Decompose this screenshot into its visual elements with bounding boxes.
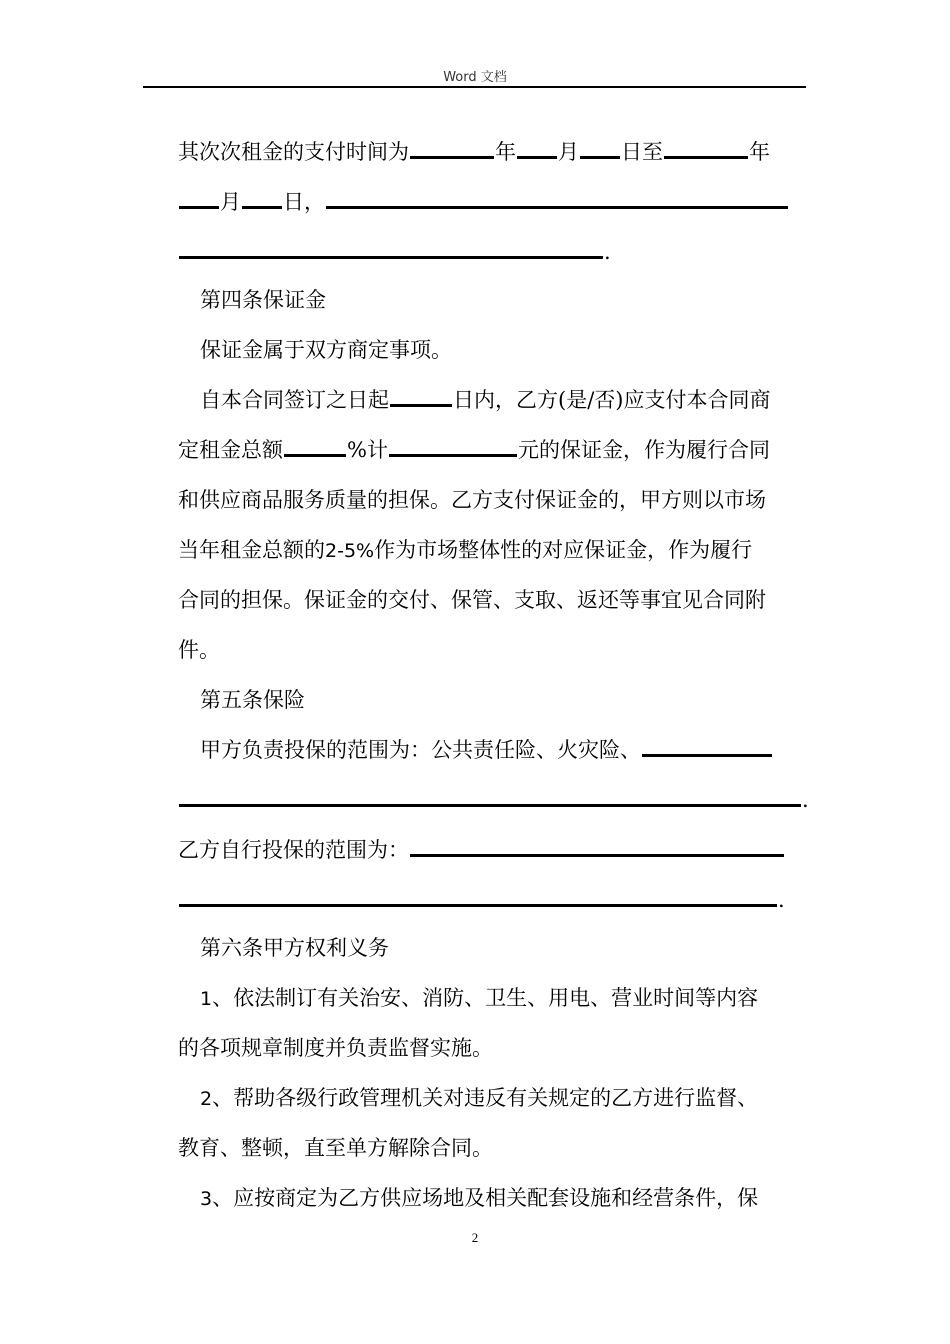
paragraph-line: 教育、整顿，直至单方解除合同。 — [178, 1136, 493, 1160]
blank-underline — [664, 156, 748, 159]
text-run: 、帮助各级行政管理机关对违反有关规定的乙方进行监督、 — [212, 1086, 759, 1110]
list-number: 3 — [200, 1188, 213, 1210]
text-run: 年 — [495, 140, 516, 164]
paragraph-line: 的各项规章制度并负责监督实施。 — [178, 1036, 493, 1060]
section-heading: 第五条保险 — [200, 688, 305, 712]
text-run: 自本合同签订之日起 — [200, 388, 389, 412]
blank-underline — [410, 156, 494, 159]
blank-underline — [284, 454, 346, 457]
text-run: 其次次租金的支付时间为 — [178, 140, 409, 164]
paragraph-line — [200, 384, 770, 416]
header-rule — [143, 86, 806, 88]
blank-underline — [179, 804, 801, 807]
text-run: 乙方自行投保的范围为： — [178, 838, 409, 862]
paragraph-line: 和供应商品服务质量的担保。乙方支付保证金的，甲方则以市场 — [178, 488, 766, 512]
blank-underline — [580, 156, 620, 159]
text-run: . — [802, 788, 809, 812]
blank-underline — [179, 256, 603, 259]
paragraph-line — [178, 136, 770, 168]
text-run: 元的保证金，作为履行合同 — [517, 438, 770, 462]
blank-underline — [517, 156, 557, 159]
blank-underline — [389, 454, 517, 457]
paragraph-line: 合同的担保。保证金的交付、保管、支取、返还等事宜见合同附 — [178, 588, 766, 612]
text-run: 作为市场整体性的对应保证金，作为履行 — [374, 538, 753, 562]
text-run: 甲方负责投保的范围为：公共责任险、火灾险、 — [200, 738, 641, 762]
page-number: 2 — [471, 1230, 479, 1245]
blank-underline — [179, 904, 777, 907]
text-run: %计 — [347, 438, 388, 462]
text-run: 2-5% — [325, 540, 375, 562]
list-item — [200, 1082, 758, 1115]
paragraph-line: 件。 — [178, 638, 220, 662]
text-run: . — [604, 240, 611, 264]
blank-underline — [410, 854, 784, 857]
paragraph-line — [178, 434, 770, 466]
paragraph-line — [178, 784, 809, 816]
page-header: Word 文档 — [443, 70, 507, 85]
text-run: 日内，乙方(是/否)应支付本合同商 — [453, 388, 771, 412]
list-item — [200, 982, 758, 1015]
paragraph-line — [178, 186, 789, 218]
text-run: 、依法制订有关治安、消防、卫生、用电、营业时间等内容 — [212, 986, 759, 1010]
paragraph-line — [178, 834, 785, 866]
blank-underline — [390, 404, 452, 407]
section-heading: 第四条保证金 — [200, 288, 326, 312]
blank-underline — [242, 206, 282, 209]
text-run: 月 — [220, 190, 241, 214]
paragraph-line: 保证金属于双方商定事项。 — [200, 338, 452, 362]
paragraph-line — [178, 236, 611, 268]
text-run: 年 — [749, 140, 770, 164]
blank-underline — [642, 754, 772, 757]
list-number: 2 — [200, 1088, 213, 1110]
text-run: 定租金总额 — [178, 438, 283, 462]
text-run: 日至 — [621, 140, 663, 164]
blank-underline — [179, 206, 219, 209]
list-item — [200, 1182, 758, 1215]
paragraph-line — [178, 884, 785, 916]
list-number: 1 — [200, 988, 213, 1010]
text-run: 月 — [558, 140, 579, 164]
text-run: 日， — [283, 190, 325, 214]
section-heading: 第六条甲方权利义务 — [200, 936, 389, 960]
paragraph-line — [178, 534, 752, 567]
text-run: 当年租金总额的 — [178, 538, 325, 562]
text-run: . — [778, 888, 785, 912]
blank-underline — [326, 206, 788, 209]
paragraph-line — [200, 734, 773, 766]
text-run: 、应按商定为乙方供应场地及相关配套设施和经营条件，保 — [212, 1186, 759, 1210]
